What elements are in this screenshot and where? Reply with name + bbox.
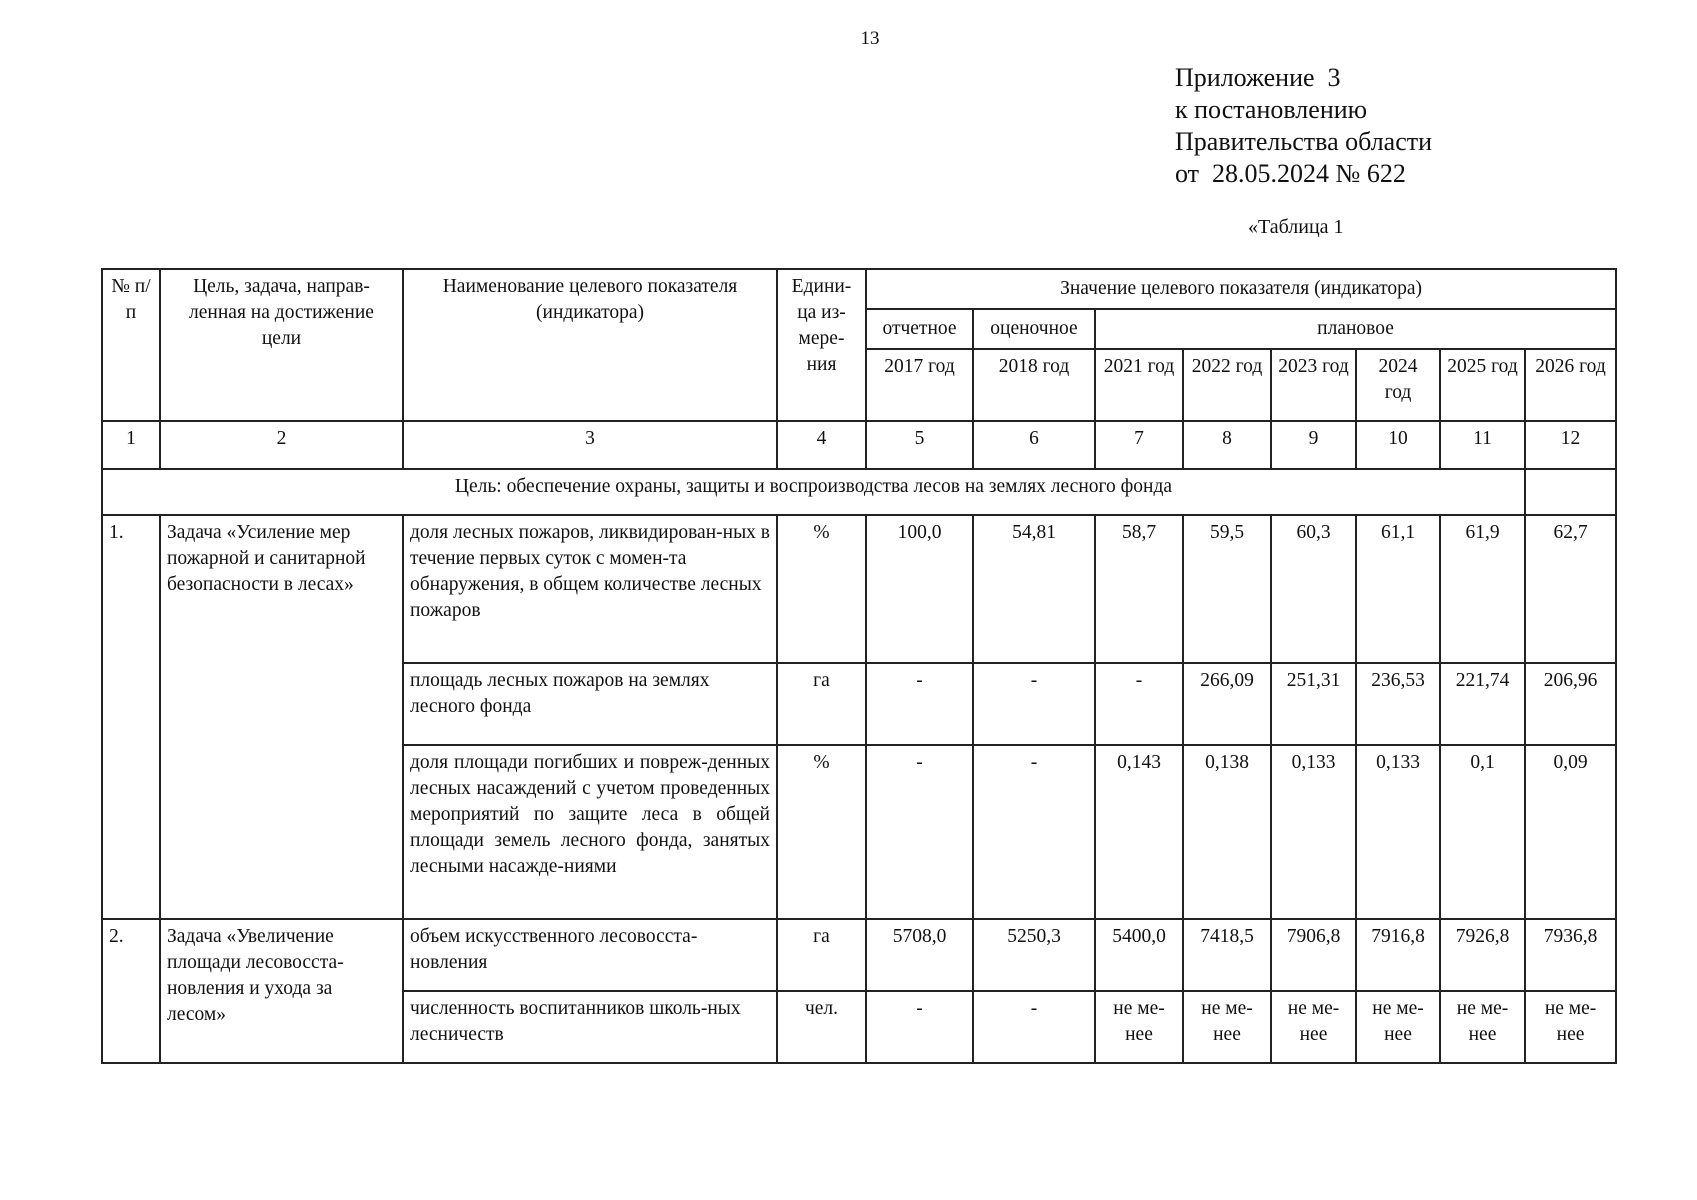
indicator-name: доля лесных пожаров, ликвидирован-ных в течение первых суток с момен-та обнаружения, в общем количестве лесных пожаров: [403, 515, 777, 663]
value-cell: 7916,8: [1356, 919, 1440, 991]
value-cell: 62,7: [1525, 515, 1616, 663]
value-cell: не ме-нее: [1183, 991, 1271, 1063]
value-cell: 7418,5: [1183, 919, 1271, 991]
value-cell: -: [866, 745, 973, 919]
value-cell: не ме-нее: [1440, 991, 1525, 1063]
value-cell: не ме-нее: [1525, 991, 1616, 1063]
value-cell: 0,138: [1183, 745, 1271, 919]
indicator-unit: %: [777, 515, 866, 663]
value-cell: не ме-нее: [1271, 991, 1356, 1063]
header-year: 2018 год: [973, 349, 1095, 421]
indicator-unit: %: [777, 745, 866, 919]
goal-row-empty-cell: [1525, 469, 1616, 515]
appendix-line-4: от 28.05.2024 № 622: [1175, 159, 1406, 188]
col-number: 1: [102, 421, 160, 469]
col-number: 6: [973, 421, 1095, 469]
header-year: 2023 год: [1271, 349, 1356, 421]
value-cell: 100,0: [866, 515, 973, 663]
header-indicator: Наименование целевого показателя (индикатора): [403, 269, 777, 421]
value-cell: 206,96: [1525, 663, 1616, 745]
col-number: 3: [403, 421, 777, 469]
header-year: 2022 год: [1183, 349, 1271, 421]
header-year: 2026 год: [1525, 349, 1616, 421]
value-cell: 236,53: [1356, 663, 1440, 745]
indicator-unit: га: [777, 919, 866, 991]
value-cell: 0,133: [1271, 745, 1356, 919]
appendix-line-1: Приложение 3: [1175, 63, 1341, 92]
header-goal-task: Цель, задача, направ-ленная на достижение цели: [160, 269, 403, 421]
value-cell: -: [866, 991, 973, 1063]
value-cell: -: [973, 663, 1095, 745]
value-cell: 7906,8: [1271, 919, 1356, 991]
appendix-line-2: к постановлению: [1175, 95, 1368, 124]
indicator-unit: чел.: [777, 991, 866, 1063]
value-cell: 60,3: [1271, 515, 1356, 663]
value-cell: не ме-нее: [1356, 991, 1440, 1063]
col-number: 8: [1183, 421, 1271, 469]
value-cell: 0,09: [1525, 745, 1616, 919]
col-number: 12: [1525, 421, 1616, 469]
value-cell: 5708,0: [866, 919, 973, 991]
value-cell: -: [973, 745, 1095, 919]
value-cell: не ме-нее: [1095, 991, 1183, 1063]
task-num: 1.: [102, 515, 160, 919]
header-estimated: оценочное: [973, 309, 1095, 349]
value-cell: 221,74: [1440, 663, 1525, 745]
col-number: 9: [1271, 421, 1356, 469]
value-cell: 0,1: [1440, 745, 1525, 919]
col-number: 11: [1440, 421, 1525, 469]
indicator-name: площадь лесных пожаров на землях лесного фонда: [403, 663, 777, 745]
header-unit: Едини-ца из-мере-ния: [777, 269, 866, 421]
value-cell: 61,9: [1440, 515, 1525, 663]
value-cell: 266,09: [1183, 663, 1271, 745]
col-number: 4: [777, 421, 866, 469]
task-num: 2.: [102, 919, 160, 1063]
value-cell: -: [866, 663, 973, 745]
value-cell: 5400,0: [1095, 919, 1183, 991]
header-year: 2025 год: [1440, 349, 1525, 421]
appendix-block: [1175, 62, 1432, 190]
indicators-table: [101, 268, 1617, 1064]
indicator-unit: га: [777, 663, 866, 745]
indicator-name: численность воспитанников школь-ных лесничеств: [403, 991, 777, 1063]
value-cell: 0,133: [1356, 745, 1440, 919]
appendix-line-3: Правительства области: [1175, 127, 1433, 156]
page-number: 13: [860, 28, 880, 49]
value-cell: 59,5: [1183, 515, 1271, 663]
header-year: 2021 год: [1095, 349, 1183, 421]
header-value: Значение целевого показателя (индикатора): [866, 269, 1616, 309]
indicator-name: доля площади погибших и повреж-денных лесных насаждений с учетом проведенных мероприятий по защите леса в общей площади земель лесного фонда, занятых лесными насажде-ниями: [403, 745, 777, 919]
value-cell: 7936,8: [1525, 919, 1616, 991]
task-name: Задача «Усиление мер пожарной и санитарной безопасности в лесах»: [160, 515, 403, 919]
col-number: 10: [1356, 421, 1440, 469]
table-caption: «Таблица 1: [1248, 216, 1344, 238]
value-cell: 61,1: [1356, 515, 1440, 663]
col-number: 5: [866, 421, 973, 469]
header-year: 2024 год: [1356, 349, 1440, 421]
value-cell: -: [1095, 663, 1183, 745]
indicator-name: объем искусственного лесовосста-новления: [403, 919, 777, 991]
header-year: 2017 год: [866, 349, 973, 421]
goal-row: Цель: обеспечение охраны, защиты и воспроизводства лесов на землях лесного фонда: [102, 469, 1525, 515]
value-cell: 7926,8: [1440, 919, 1525, 991]
value-cell: 5250,3: [973, 919, 1095, 991]
col-number: 2: [160, 421, 403, 469]
header-reported: отчетное: [866, 309, 973, 349]
value-cell: 58,7: [1095, 515, 1183, 663]
value-cell: 0,143: [1095, 745, 1183, 919]
header-planned: плановое: [1095, 309, 1616, 349]
value-cell: 251,31: [1271, 663, 1356, 745]
col-number: 7: [1095, 421, 1183, 469]
value-cell: -: [973, 991, 1095, 1063]
value-cell: 54,81: [973, 515, 1095, 663]
task-name: Задача «Увеличение площади лесовосста-новления и ухода за лесом»: [160, 919, 403, 1063]
header-num: № п/п: [102, 269, 160, 421]
